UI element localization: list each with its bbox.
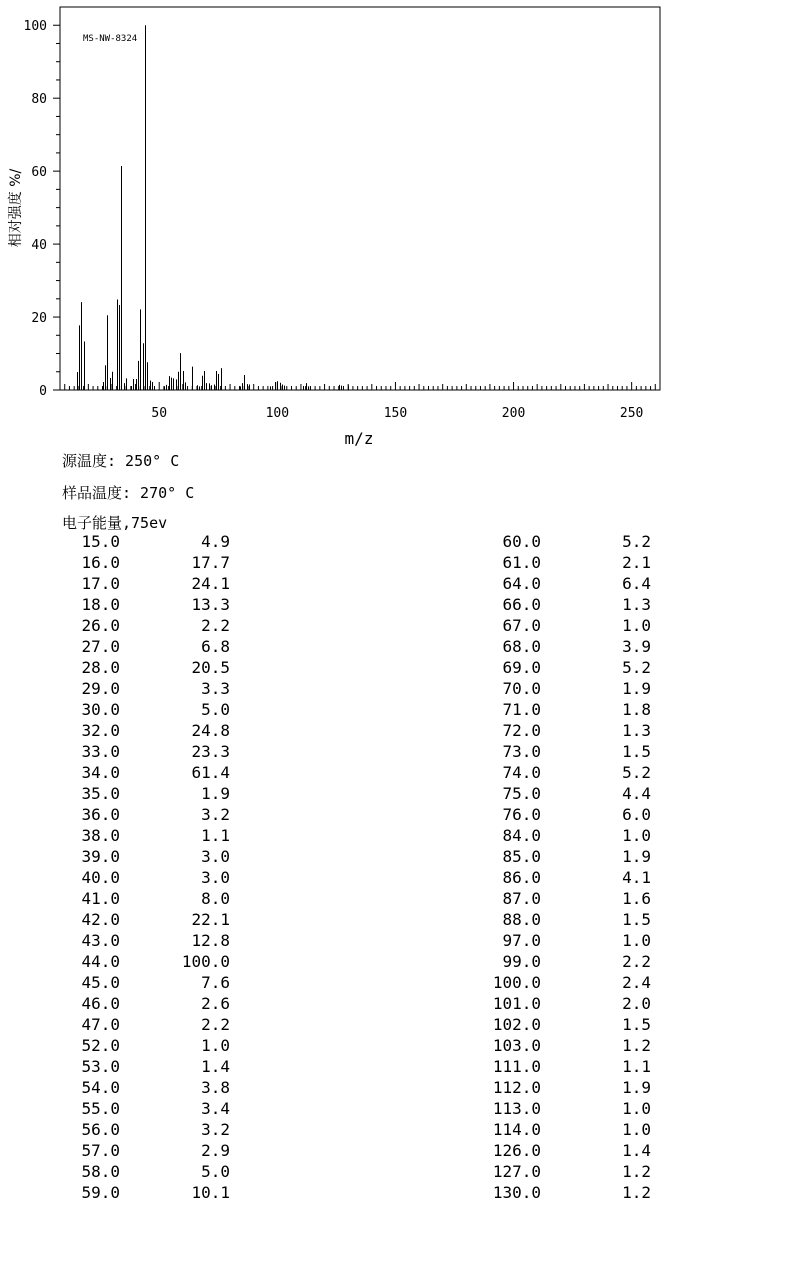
peak-abundance: 1.4 bbox=[622, 1141, 651, 1160]
peak-mz: 71.0 bbox=[502, 700, 541, 719]
peak-mz: 68.0 bbox=[502, 637, 541, 656]
peak-abundance: 17.7 bbox=[191, 553, 230, 572]
peak-abundance: 1.0 bbox=[622, 826, 651, 845]
peak-row bbox=[0, 636, 794, 657]
y-tick-label: 0 bbox=[39, 384, 47, 399]
peak-abundance: 24.8 bbox=[191, 721, 230, 740]
peak-row bbox=[0, 909, 794, 930]
source-temperature: 源温度: 250° C bbox=[62, 452, 180, 470]
peak-abundance: 1.3 bbox=[622, 595, 651, 614]
peak-row bbox=[0, 1161, 794, 1182]
peak-mz: 40.0 bbox=[81, 868, 120, 887]
peak-row bbox=[0, 972, 794, 993]
peak-mz: 28.0 bbox=[81, 658, 120, 677]
peak-mz: 56.0 bbox=[81, 1120, 120, 1139]
peak-abundance: 1.9 bbox=[622, 679, 651, 698]
peak-mz: 54.0 bbox=[81, 1078, 120, 1097]
peak-mz: 57.0 bbox=[81, 1141, 120, 1160]
peak-abundance: 1.9 bbox=[622, 847, 651, 866]
peak-mz: 32.0 bbox=[81, 721, 120, 740]
peak-row bbox=[0, 846, 794, 867]
spectrum-bars bbox=[78, 25, 349, 390]
peak-mz: 72.0 bbox=[502, 721, 541, 740]
peak-mz: 99.0 bbox=[502, 952, 541, 971]
peak-mz: 114.0 bbox=[492, 1120, 541, 1139]
peak-mz: 127.0 bbox=[492, 1162, 541, 1181]
peak-row bbox=[0, 867, 794, 888]
peak-abundance: 6.0 bbox=[622, 805, 651, 824]
peak-abundance: 1.0 bbox=[622, 1099, 651, 1118]
peak-mz: 17.0 bbox=[81, 574, 120, 593]
peak-abundance: 8.0 bbox=[201, 889, 230, 908]
peak-mz: 53.0 bbox=[81, 1057, 120, 1076]
peak-row bbox=[0, 993, 794, 1014]
peak-abundance: 2.0 bbox=[622, 994, 651, 1013]
peak-mz: 29.0 bbox=[81, 679, 120, 698]
y-tick-label: 80 bbox=[31, 92, 47, 108]
peak-mz: 36.0 bbox=[81, 805, 120, 824]
peak-row bbox=[0, 678, 794, 699]
peak-abundance: 2.2 bbox=[201, 1015, 230, 1034]
peak-abundance: 2.6 bbox=[201, 994, 230, 1013]
peak-abundance: 6.8 bbox=[201, 637, 230, 656]
peak-mz: 41.0 bbox=[81, 889, 120, 908]
peak-abundance: 2.4 bbox=[622, 973, 651, 992]
y-tick-label: 20 bbox=[31, 311, 47, 327]
y-axis-label: 相对强度 %/ bbox=[8, 168, 24, 248]
peak-mz: 85.0 bbox=[502, 847, 541, 866]
peak-mz: 76.0 bbox=[502, 805, 541, 824]
peak-abundance: 12.8 bbox=[191, 931, 230, 950]
x-tick-label: 150 bbox=[383, 406, 408, 421]
electron-energy: 电子能量,75ev bbox=[62, 514, 168, 532]
peak-abundance: 1.4 bbox=[201, 1057, 230, 1076]
peak-abundance: 1.2 bbox=[622, 1183, 651, 1202]
peak-mz: 52.0 bbox=[81, 1036, 120, 1055]
peak-abundance: 61.4 bbox=[191, 763, 230, 782]
peak-mz: 73.0 bbox=[502, 742, 541, 761]
peak-mz: 97.0 bbox=[502, 931, 541, 950]
peak-row bbox=[0, 1056, 794, 1077]
peak-abundance: 1.1 bbox=[201, 826, 230, 845]
peak-mz: 102.0 bbox=[492, 1015, 541, 1034]
peak-mz: 113.0 bbox=[492, 1099, 541, 1118]
peak-mz: 103.0 bbox=[492, 1036, 541, 1055]
peak-row bbox=[0, 888, 794, 909]
peak-row bbox=[0, 741, 794, 762]
peak-abundance: 20.5 bbox=[191, 658, 230, 677]
peak-mz: 59.0 bbox=[81, 1183, 120, 1202]
peak-row bbox=[0, 699, 794, 720]
peak-abundance: 1.0 bbox=[622, 616, 651, 635]
peak-abundance: 3.2 bbox=[201, 1120, 230, 1139]
peak-abundance: 1.0 bbox=[201, 1036, 230, 1055]
peak-mz: 26.0 bbox=[81, 616, 120, 635]
peak-mz: 69.0 bbox=[502, 658, 541, 677]
peak-abundance: 1.5 bbox=[622, 910, 651, 929]
peak-mz: 47.0 bbox=[81, 1015, 120, 1034]
peak-row bbox=[0, 531, 794, 552]
peak-mz: 30.0 bbox=[81, 700, 120, 719]
peak-row bbox=[0, 783, 794, 804]
peak-mz: 67.0 bbox=[502, 616, 541, 635]
peak-mz: 44.0 bbox=[81, 952, 120, 971]
peak-abundance: 1.5 bbox=[622, 742, 651, 761]
peak-abundance: 1.3 bbox=[622, 721, 651, 740]
peak-abundance: 1.9 bbox=[622, 1078, 651, 1097]
peak-abundance: 5.2 bbox=[622, 532, 651, 551]
peak-mz: 64.0 bbox=[502, 574, 541, 593]
peak-abundance: 4.1 bbox=[622, 868, 651, 887]
peak-row bbox=[0, 825, 794, 846]
peak-abundance: 1.5 bbox=[622, 1015, 651, 1034]
peak-mz: 75.0 bbox=[502, 784, 541, 803]
peak-abundance: 5.2 bbox=[622, 658, 651, 677]
y-axis-ticks bbox=[24, 19, 60, 399]
peak-abundance: 22.1 bbox=[191, 910, 230, 929]
peak-row bbox=[0, 951, 794, 972]
peak-abundance: 3.3 bbox=[201, 679, 230, 698]
peak-mz: 126.0 bbox=[492, 1141, 541, 1160]
peak-abundance: 1.6 bbox=[622, 889, 651, 908]
peak-abundance: 1.1 bbox=[622, 1057, 651, 1076]
peak-mz: 70.0 bbox=[502, 679, 541, 698]
peak-abundance: 100.0 bbox=[181, 952, 230, 971]
peak-mz: 16.0 bbox=[81, 553, 120, 572]
peak-mz: 43.0 bbox=[81, 931, 120, 950]
peak-mz: 33.0 bbox=[81, 742, 120, 761]
peak-mz: 88.0 bbox=[502, 910, 541, 929]
peak-mz: 100.0 bbox=[492, 973, 541, 992]
peak-mz: 101.0 bbox=[492, 994, 541, 1013]
peak-abundance: 3.0 bbox=[201, 847, 230, 866]
peak-abundance: 1.2 bbox=[622, 1162, 651, 1181]
peak-mz: 27.0 bbox=[81, 637, 120, 656]
peak-mz: 112.0 bbox=[492, 1078, 541, 1097]
peak-abundance: 1.0 bbox=[622, 931, 651, 950]
peak-abundance: 5.0 bbox=[201, 700, 230, 719]
peak-abundance: 3.2 bbox=[201, 805, 230, 824]
peak-row bbox=[0, 1140, 794, 1161]
peak-row bbox=[0, 1077, 794, 1098]
peak-abundance: 1.0 bbox=[622, 1120, 651, 1139]
peak-abundance: 5.2 bbox=[622, 763, 651, 782]
peak-abundance: 4.9 bbox=[201, 532, 230, 551]
peak-mz: 34.0 bbox=[81, 763, 120, 782]
x-tick-label: 100 bbox=[265, 406, 290, 421]
x-tick-label: 250 bbox=[619, 406, 644, 421]
peak-row bbox=[0, 804, 794, 825]
sample-temperature: 样品温度: 270° C bbox=[62, 484, 195, 502]
peak-mz: 45.0 bbox=[81, 973, 120, 992]
peak-mz: 84.0 bbox=[502, 826, 541, 845]
peak-row bbox=[0, 1035, 794, 1056]
peak-abundance: 2.9 bbox=[201, 1141, 230, 1160]
x-tick-label: 50 bbox=[151, 406, 168, 421]
peak-abundance: 7.6 bbox=[201, 973, 230, 992]
peak-row bbox=[0, 1182, 794, 1203]
peak-mz: 130.0 bbox=[492, 1183, 541, 1202]
peak-row bbox=[0, 762, 794, 783]
peak-abundance: 1.9 bbox=[201, 784, 230, 803]
peak-mz: 39.0 bbox=[81, 847, 120, 866]
peak-abundance: 13.3 bbox=[191, 595, 230, 614]
peak-mz: 42.0 bbox=[81, 910, 120, 929]
peak-row bbox=[0, 552, 794, 573]
y-tick-label: 60 bbox=[31, 165, 47, 181]
peak-abundance: 2.2 bbox=[201, 616, 230, 635]
peak-abundance: 3.8 bbox=[201, 1078, 230, 1097]
peak-abundance: 1.8 bbox=[622, 700, 651, 719]
peak-mz: 35.0 bbox=[81, 784, 120, 803]
y-tick-label: 100 bbox=[23, 19, 47, 35]
plot-frame bbox=[60, 7, 660, 390]
peak-mz: 46.0 bbox=[81, 994, 120, 1013]
peak-abundance: 24.1 bbox=[191, 574, 230, 593]
x-tick-label: 200 bbox=[501, 406, 526, 421]
peak-abundance: 2.2 bbox=[622, 952, 651, 971]
x-axis-ticks bbox=[65, 382, 656, 421]
mass-spectrum-chart bbox=[0, 0, 794, 450]
x-axis-label: m/z bbox=[344, 429, 374, 448]
peak-abundance: 10.1 bbox=[191, 1183, 230, 1202]
peak-abundance: 5.0 bbox=[201, 1162, 230, 1181]
peak-row bbox=[0, 615, 794, 636]
peak-abundance: 3.4 bbox=[201, 1099, 230, 1118]
peak-mz: 87.0 bbox=[502, 889, 541, 908]
spectrum-id-annotation: MS-NW-8324 bbox=[83, 34, 138, 44]
peak-row bbox=[0, 1014, 794, 1035]
peak-mz: 61.0 bbox=[502, 553, 541, 572]
peak-row bbox=[0, 1098, 794, 1119]
peak-row bbox=[0, 720, 794, 741]
peak-row bbox=[0, 930, 794, 951]
peak-mz: 58.0 bbox=[81, 1162, 120, 1181]
peak-mz: 66.0 bbox=[502, 595, 541, 614]
peak-row bbox=[0, 594, 794, 615]
y-tick-label: 40 bbox=[31, 238, 47, 254]
peak-abundance: 23.3 bbox=[191, 742, 230, 761]
peak-mz: 18.0 bbox=[81, 595, 120, 614]
peak-abundance: 6.4 bbox=[622, 574, 651, 593]
peak-mz: 74.0 bbox=[502, 763, 541, 782]
peak-abundance: 1.2 bbox=[622, 1036, 651, 1055]
peak-abundance: 2.1 bbox=[622, 553, 651, 572]
peak-mz: 60.0 bbox=[502, 532, 541, 551]
peak-mz: 111.0 bbox=[492, 1057, 541, 1076]
peak-row bbox=[0, 573, 794, 594]
peak-abundance: 3.0 bbox=[201, 868, 230, 887]
peak-row bbox=[0, 657, 794, 678]
peak-abundance: 4.4 bbox=[622, 784, 651, 803]
peak-mz: 38.0 bbox=[81, 826, 120, 845]
peak-mz: 55.0 bbox=[81, 1099, 120, 1118]
peak-mz: 15.0 bbox=[81, 532, 120, 551]
peak-abundance: 3.9 bbox=[622, 637, 651, 656]
peak-mz: 86.0 bbox=[502, 868, 541, 887]
peak-row bbox=[0, 1119, 794, 1140]
